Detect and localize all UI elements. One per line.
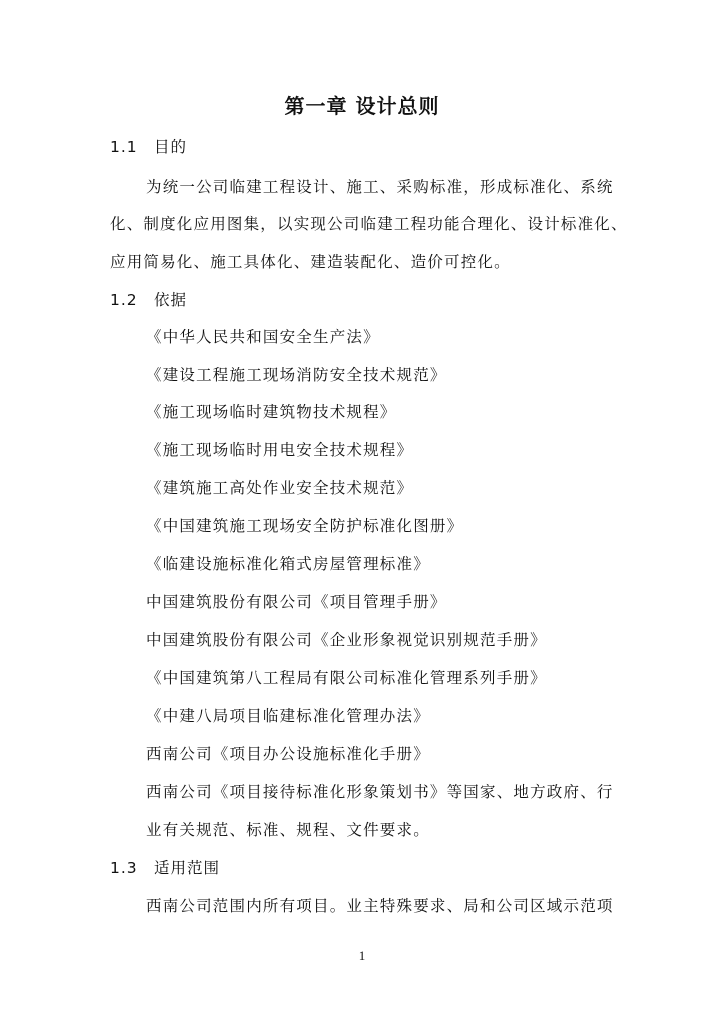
section-heading-text: 适用范围	[154, 859, 221, 877]
reference-item: 《中国建筑施工现场安全防护标准化图册》	[146, 517, 464, 535]
paragraph-line: 化、制度化应用图集，以实现公司临建工程功能合理化、设计标准化、	[110, 215, 628, 233]
section-number: 1.1	[110, 138, 138, 156]
paragraph-line: 西南公司范围内所有项目。业主特殊要求、局和公司区域示范项	[146, 897, 614, 915]
section-heading-1-2	[110, 290, 187, 310]
reference-item: 《中建八局项目临建标准化管理办法》	[146, 707, 430, 725]
reference-item: 《施工现场临时建筑物技术规程》	[146, 403, 397, 421]
reference-item: 《施工现场临时用电安全技术规程》	[146, 441, 414, 459]
reference-item: 《建设工程施工现场消防安全技术规范》	[146, 366, 447, 384]
section-heading-text: 依据	[154, 291, 188, 309]
reference-item: 西南公司《项目办公设施标准化手册》	[146, 745, 430, 763]
paragraph-line: 应用简易化、施工具体化、建造装配化、造价可控化。	[110, 253, 511, 271]
section-heading-1-3	[110, 858, 220, 878]
reference-item: 中国建筑股份有限公司《企业形象视觉识别规范手册》	[146, 631, 547, 649]
paragraph-line: 为统一公司临建工程设计、施工、采购标准，形成标准化、系统	[146, 178, 614, 196]
reference-item: 业有关规范、标准、规程、文件要求。	[146, 821, 430, 839]
section-heading-1-1	[110, 137, 187, 157]
section-heading-text: 目的	[154, 138, 188, 156]
reference-item: 《临建设施标准化箱式房屋管理标准》	[146, 555, 430, 573]
reference-item: 《中国建筑第八工程局有限公司标准化管理系列手册》	[146, 669, 547, 687]
reference-item: 中国建筑股份有限公司《项目管理手册》	[146, 593, 447, 611]
page-number: 1	[358, 948, 366, 963]
reference-item: 西南公司《项目接待标准化形象策划书》等国家、地方政府、行	[146, 783, 614, 801]
chapter-title: 第一章 设计总则	[284, 94, 440, 118]
section-number: 1.2	[110, 291, 138, 309]
reference-item: 《中华人民共和国安全生产法》	[146, 328, 380, 346]
reference-item: 《建筑施工高处作业安全技术规范》	[146, 479, 414, 497]
section-number: 1.3	[110, 859, 138, 877]
